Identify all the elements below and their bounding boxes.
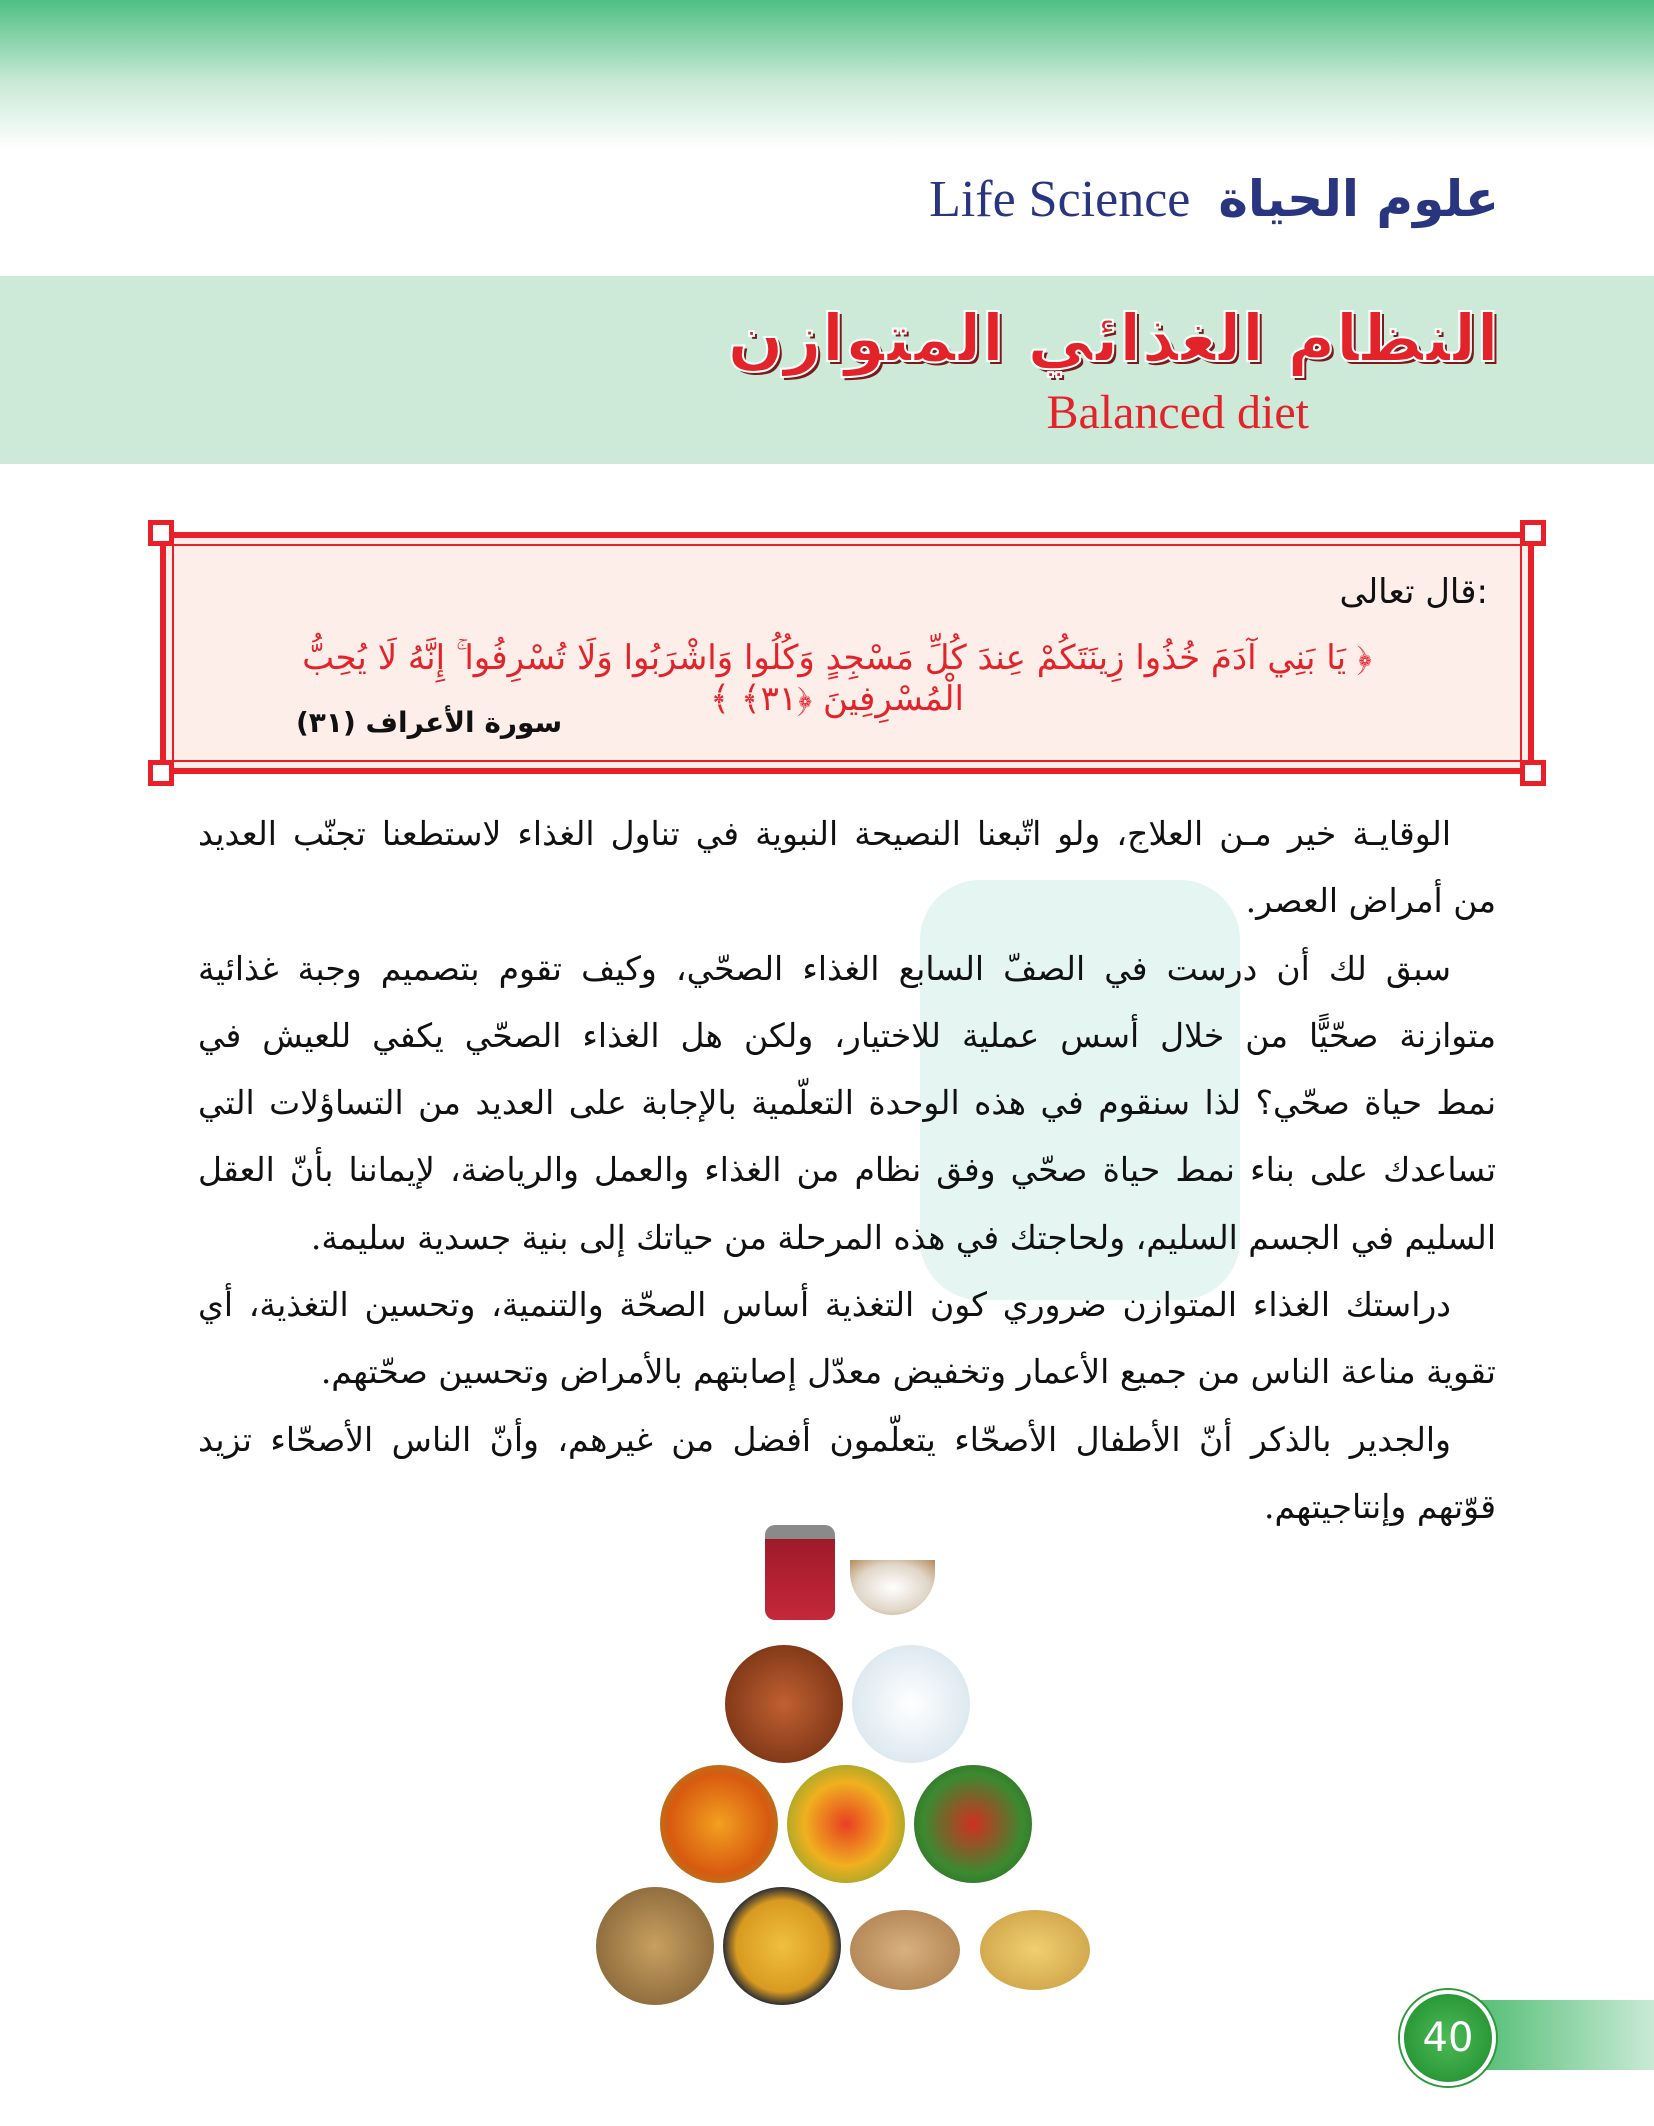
text-line: والجدير بالذكر أنّ الأطفال الأصحّاء يتعلّمون أفضل من غيرهم، وأنّ الناس الأصحّاء تزيد xyxy=(198,1419,1451,1459)
text-line: تقوية مناعة الناس من جميع الأعمار وتخفيض معدّل إصابتهم بالأمراض وتحسين صحّتهم. xyxy=(320,1352,1496,1392)
corner-ornament xyxy=(148,520,174,546)
corner-ornament xyxy=(1520,520,1546,546)
page-title-ar: النظام الغذائي المتوازن xyxy=(727,300,1499,377)
sugar-bowl-image xyxy=(850,1560,935,1615)
quote-reference: سورة الأعراف (٣١) xyxy=(296,706,563,739)
rice-image xyxy=(723,1887,841,2005)
dairy-image xyxy=(852,1645,970,1763)
text-line: دراستك الغذاء المتوازن ضروري كون التغذية أساس الصحّة والتنمية، وتحسين التغذية، أي xyxy=(198,1285,1451,1325)
fruits-image xyxy=(660,1765,778,1883)
top-gradient xyxy=(0,0,1654,150)
page-number: 40 xyxy=(1400,1990,1496,2086)
subject-en: Life Science xyxy=(929,171,1191,228)
text-line: قوّتهم وإنتاجيتهم. xyxy=(1264,1486,1496,1526)
pasta-image xyxy=(596,1887,714,2005)
text-line: تساعدك على بناء نمط حياة صحّي وفق نظام من الغذاء والعمل والرياضة، لإيماننا بأنّ العقل xyxy=(198,1150,1496,1190)
quote-intro: قال تعالى: xyxy=(1339,572,1488,612)
corner-ornament xyxy=(1520,760,1546,786)
text-line: من أمراض العصر. xyxy=(1245,881,1496,921)
bread-image xyxy=(850,1910,960,1990)
quran-quote-box xyxy=(160,532,1534,774)
potatoes-image xyxy=(980,1910,1090,1990)
body-text xyxy=(198,800,1496,1540)
jam-jar-image xyxy=(765,1525,835,1620)
vegetables-image xyxy=(914,1765,1032,1883)
corner-ornament xyxy=(148,760,174,786)
text-line: الوقايـة خير مـن العلاج، ولو اتّبعنا النصيحة النبوية في تناول الغذاء لاستطعنا تجنّب العديد xyxy=(198,814,1451,853)
food-pyramid-image xyxy=(590,1525,1110,2010)
text-line: السليم في الجسم السليم، ولحاجتك في هذه المرحلة من حياتك إلى بنية جسدية سليمة. xyxy=(310,1217,1496,1257)
page-header xyxy=(929,170,1499,229)
mixed-produce-image xyxy=(787,1765,905,1883)
text-line: نمط حياة صحّي؟ لذا سنقوم في هذه الوحدة التعلّمية بالإجابة على العديد من التساؤلات التي xyxy=(198,1083,1496,1123)
text-line: متوازنة صحّيًّا من خلال أسس عملية للاختيار، ولكن هل الغذاء الصحّي يكفي للعيش في xyxy=(198,1015,1496,1055)
text-line: سبق لك أن درست في الصفّ السابع الغذاء الصحّي، وكيف تقوم بتصميم وجبة غذائية xyxy=(198,948,1451,988)
subject-ar: علوم الحياة xyxy=(1218,170,1499,228)
meat-image xyxy=(725,1645,843,1763)
quote-verse: ﴿ يَا بَنِي آدَمَ خُذُوا زِينَتَكُمْ عِندَ كُلِّ مَسْجِدٍ وَكُلُوا وَاشْرَبُوا وَلَا تُسْرِفُوا ۚ إِنَّهُ لَا يُحِبُّ الْمُسْرِفِينَ ﴿٣١﴾ ﴾ xyxy=(302,638,1372,719)
page-title-en: Balanced diet xyxy=(1046,386,1309,439)
